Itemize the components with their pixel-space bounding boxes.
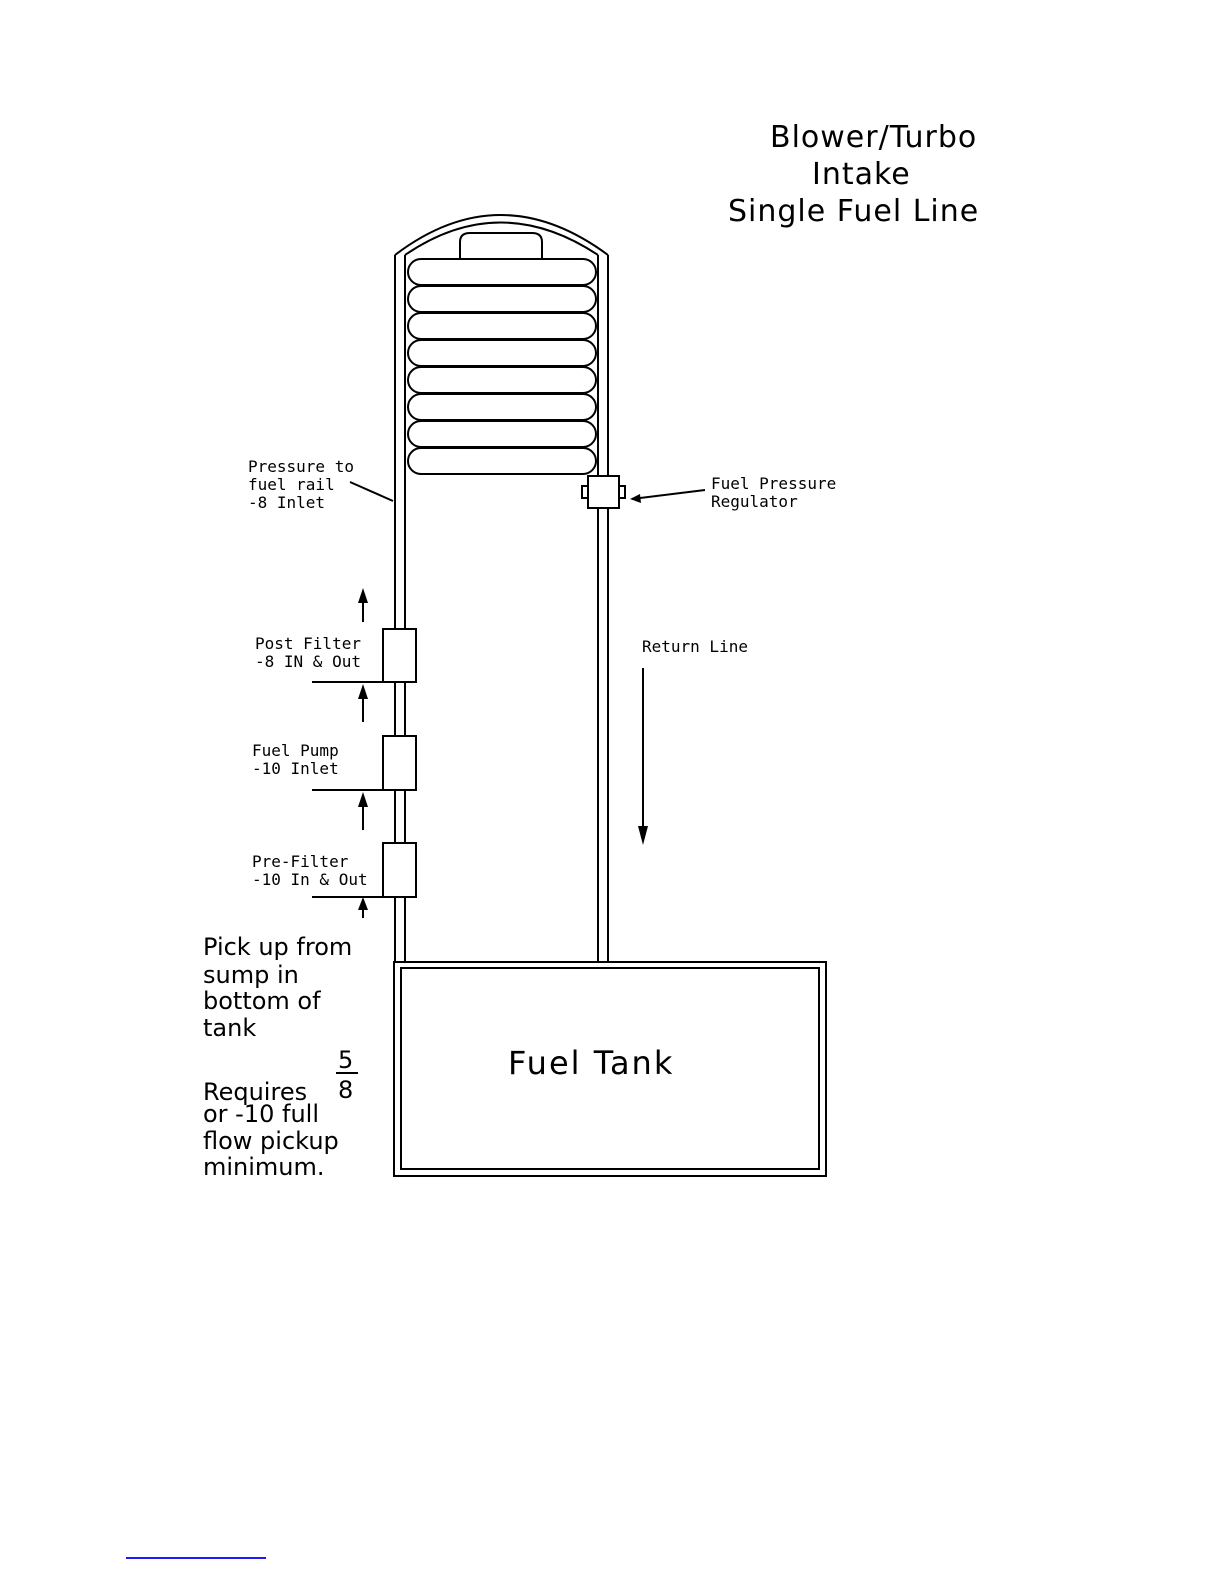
requirement-note-line: minimum. [203,1153,325,1181]
fuel-pump-label-line: Fuel Pump [252,741,339,760]
pickup-note [203,933,352,1042]
intake-runners [408,259,596,474]
fuel-tank [394,962,826,1176]
return-line-label: Return Line [642,637,748,656]
requirement-note-line: Requires [203,1078,308,1106]
flow-arrowhead [358,588,368,603]
post-filter-body [383,629,416,682]
pre-filter-label [252,852,368,889]
title-line-2: Intake [812,157,911,192]
runner [408,259,596,285]
runner [408,313,596,339]
fuel-tank-label: Fuel Tank [508,1044,675,1082]
runner [408,367,596,393]
fraction-denominator: 8 [338,1076,354,1104]
runner [408,340,596,366]
fuel-pressure-regulator [582,476,705,508]
title-line-3: Single Fuel Line [728,194,980,229]
intake-dome-inner [405,223,598,256]
pressure-rail-leader [350,482,393,501]
requirement-note-line: flow pickup [203,1127,339,1155]
pre-filter-label-line: Pre-Filter [252,852,349,871]
pressure-rail-label-line: Pressure to [248,457,354,476]
fuel-pump-body [383,736,416,790]
pressure-rail-label [248,457,354,512]
pre-filter-label-line: -10 In & Out [252,870,368,889]
flow-arrowhead [358,684,368,699]
flow-arrowhead [358,792,368,807]
flow-arrowhead [358,897,368,910]
return-line [598,508,648,962]
return-flow-arrowhead [638,826,648,845]
regulator-label-line: Fuel Pressure [711,474,837,493]
diagram-title [728,120,979,229]
post-filter-label [255,634,361,671]
regulator-label [711,474,836,511]
runner [408,448,596,474]
intake-dome-outer [395,215,608,255]
runner [408,421,596,447]
intake-assembly [395,215,608,962]
pressure-rail-label-line: -8 Inlet [248,493,326,512]
post-filter-label-line: -8 IN & Out [255,652,361,671]
pre-filter-body [383,843,416,897]
pickup-note-line: sump in [203,961,299,989]
fuel-pump-label [252,741,339,778]
regulator-port-left [582,486,588,498]
fuel-pump-label-line: -10 Inlet [252,759,339,778]
runner [408,286,596,312]
post-filter-label-line: Post Filter [255,634,361,653]
regulator-arrowhead [630,494,641,503]
pickup-note-line: bottom of [203,987,321,1015]
requirement-note [203,1046,358,1181]
regulator-port-right [619,486,625,498]
fraction-numerator: 5 [338,1046,354,1074]
throttle-body [460,233,542,258]
title-line-1: Blower/Turbo [770,120,978,155]
regulator-leader [632,490,705,499]
requirement-note-line: or -10 full [203,1100,320,1128]
pressure-rail-label-line: fuel rail [248,475,335,494]
pickup-note-line: Pick up from [203,933,353,961]
runner [408,394,596,420]
pickup-note-line: tank [203,1014,257,1042]
regulator-label-line: Regulator [711,492,798,511]
regulator-body [588,476,619,508]
